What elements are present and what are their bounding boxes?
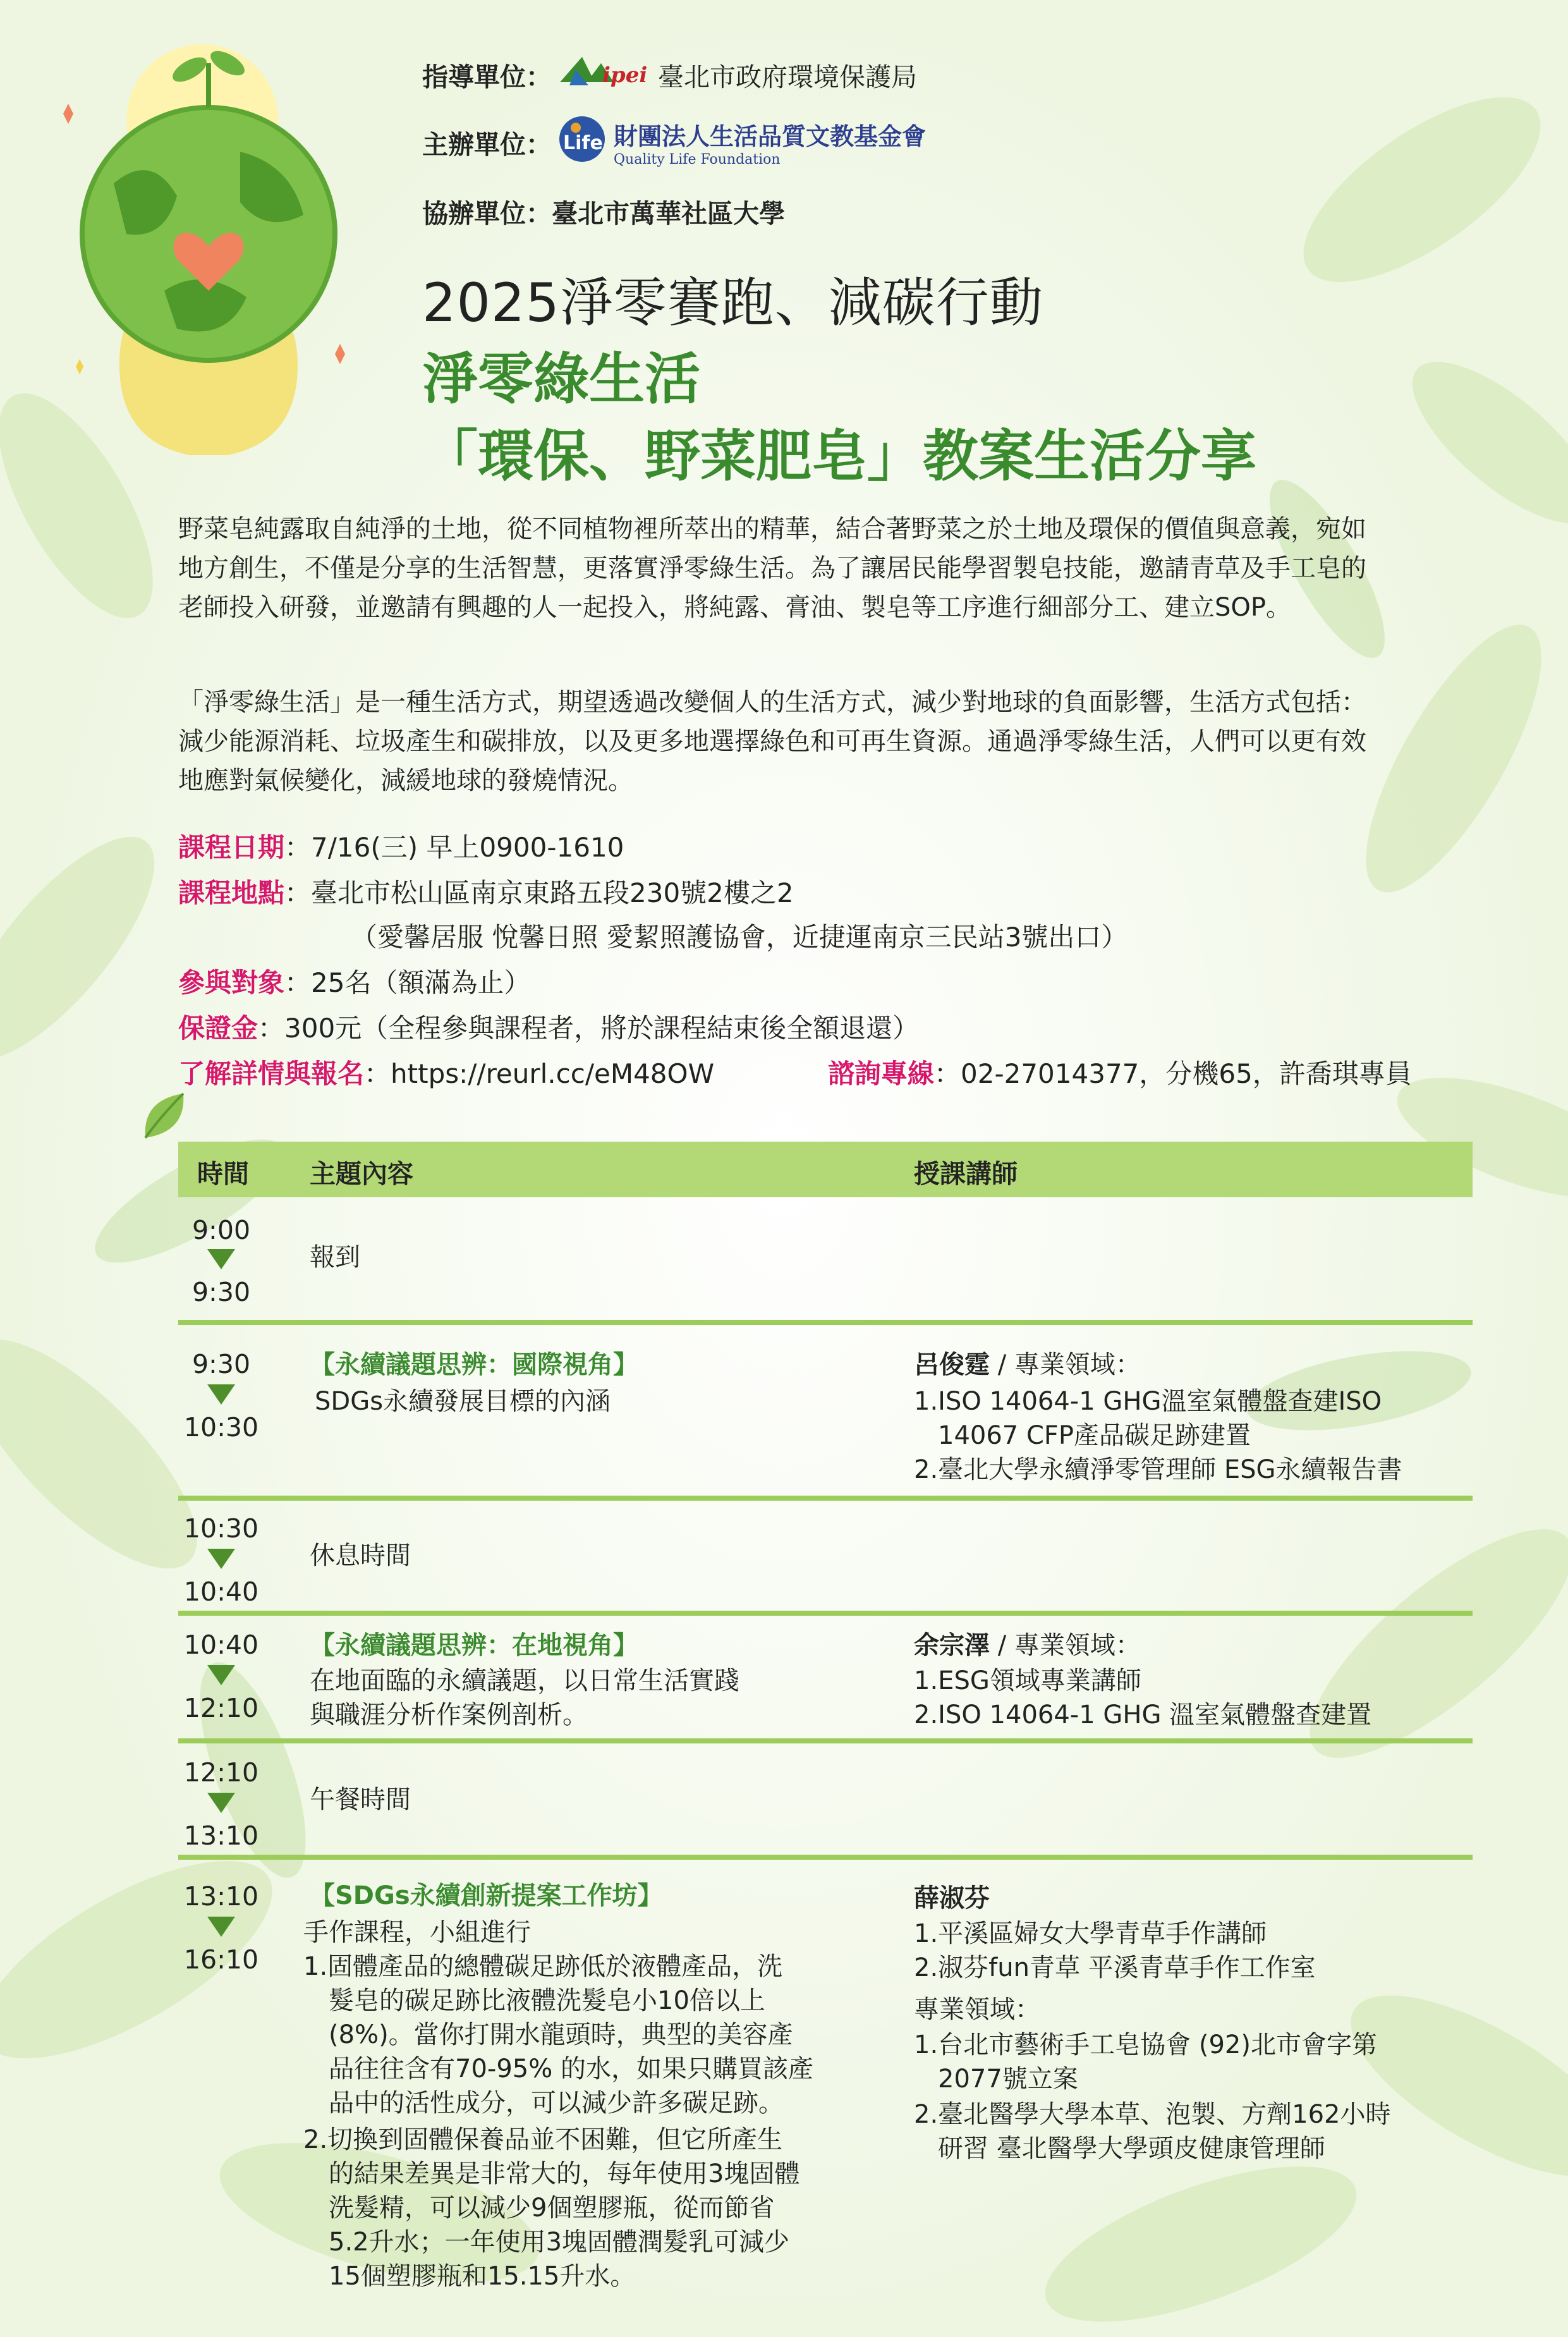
arrow-down-icon: [207, 1793, 235, 1813]
lecturer-item: 2.ISO 14064-1 GHG 溫室氣體盤查建置: [914, 1700, 1372, 1730]
info-registration-label: 了解詳情與報名: [178, 1058, 365, 1089]
info-place-note: （愛馨居服 悅馨日照 愛絜照護協會，近捷運南京三民站3號出口）: [351, 922, 1128, 953]
sponsor-guide-name: 臺北市政府環境保護局: [658, 61, 917, 92]
arrow-down-icon: [207, 1665, 235, 1685]
info-target-label: 參與對象: [178, 967, 285, 998]
info-deposit: [178, 1008, 919, 1046]
sponsor-guide-label: 指導單位：: [422, 61, 552, 92]
lecturer-suffix: / 專業領域：: [990, 1631, 1141, 1660]
row-divider: [178, 1611, 1473, 1616]
row-topic: 報到: [310, 1243, 360, 1272]
row-start: 9:30: [191, 1349, 251, 1379]
row-topic-line: 在地面臨的永續議題，以日常生活實踐: [310, 1666, 739, 1695]
sponsor-host-label: 主辦單位：: [422, 129, 552, 160]
info-place: [178, 872, 794, 910]
lecturer: [914, 1348, 1141, 1382]
point-line: 2.切換到固體保養品並不困難，但它所產生: [303, 2125, 783, 2154]
info-date-value: ：7/16(三) 早上0900-1610: [284, 832, 624, 863]
schedule-header: [178, 1142, 1473, 1197]
row-end: 16:10: [183, 1944, 259, 1975]
life-logo-icon: [557, 114, 607, 171]
point-line: 1.固體產品的總體碳足跡低於液體產品，洗: [303, 1952, 783, 1981]
earth-heart-icon: [38, 25, 367, 468]
sponsor-guide: [422, 51, 917, 99]
row-end: 12:10: [183, 1693, 259, 1723]
point-line: 品往往含有70-95% 的水，如果只購買該產: [329, 2054, 813, 2084]
row-topic-line: 與職涯分析作案例剖析。: [310, 1700, 588, 1730]
row-start: 13:10: [183, 1881, 259, 1912]
sponsor-host: [422, 114, 926, 171]
header-time: 時間: [197, 1159, 249, 1189]
point-line: 洗髮精，可以減少9個塑膠瓶，從而節省: [329, 2194, 775, 2223]
info-phone-value: ：02-27014377，分機65，許喬琪專員: [934, 1058, 1412, 1089]
row-divider: [178, 1496, 1473, 1501]
info-phone-label: 諮詢專線: [828, 1058, 935, 1089]
row-topic: SDGs永續發展目標的內涵: [315, 1387, 611, 1416]
svg-text:ipei: ipei: [602, 63, 648, 88]
lecturer: [914, 1628, 1141, 1663]
lecturer-item: 14067 CFP產品碳足跡建置: [938, 1421, 1251, 1450]
info-target-value: ：25名（額滿為止）: [284, 967, 531, 998]
row-end: 13:10: [183, 1821, 259, 1851]
field-label: 專業領域：: [914, 1995, 1040, 2024]
info-phone: [828, 1053, 1412, 1091]
info-deposit-value: ：300元（全程參與課程者，將於課程結束後全額退還）: [258, 1013, 920, 1044]
lecturer-name: 薛淑芬: [914, 1884, 990, 1913]
row-end: 10:30: [183, 1412, 259, 1443]
field-item: 2077號立案: [938, 2065, 1078, 2094]
intro-paragraph-1: 野菜皂純露取自純淨的土地，從不同植物裡所萃出的精華，結合著野菜之於土地及環保的價值與意義，宛如地方創生，不僅是分享的生活智慧，更落實淨零綠生活。為了讓居民能學習製皂技能，邀請青草及手工皂的老師投入研發，並邀請有興趣的人一起投入，將純露、膏油、製皂等工序進行細部分工、建立SOP。: [178, 515, 1366, 622]
taipei-logo-icon: [557, 51, 652, 99]
info-place-label: 課程地點: [178, 877, 285, 908]
header-topic: 主題內容: [310, 1159, 413, 1189]
row-end: 10:40: [183, 1577, 259, 1607]
point-line: 髮皂的碳足跡比液體洗髮皂小10倍以上: [329, 1986, 765, 2015]
arrow-down-icon: [207, 1249, 235, 1269]
lecturer-suffix: / 專業領域：: [990, 1350, 1141, 1379]
sponsor-host-name-en: Quality Life Foundation: [614, 152, 781, 168]
title-line1: 2025淨零賽跑、減碳行動: [422, 272, 1043, 334]
row-start: 12:10: [183, 1757, 259, 1788]
row-topic-title: 【永續議題思辨：國際視角】: [310, 1350, 638, 1379]
field-item: 2.臺北醫學大學本草、泡製、方劑162小時: [914, 2100, 1391, 2129]
field-item: 研習 臺北醫學大學頭皮健康管理師: [938, 2134, 1325, 2163]
point-line: (8%)。當你打開水龍頭時，典型的美容產: [329, 2020, 793, 2049]
header-lecturer: 授課講師: [914, 1159, 1018, 1189]
lecturer-item: 2.臺北大學永續淨零管理師 ESG永續報告書: [914, 1455, 1402, 1484]
row-divider: [178, 1738, 1473, 1743]
arrow-down-icon: [207, 1384, 235, 1405]
row-start: 10:40: [183, 1630, 259, 1660]
info-registration: [178, 1053, 714, 1091]
field-item: 1.台北市藝術手工皂協會 (92)北市會字第: [914, 2030, 1377, 2059]
row-topic-title: 【SDGs永續創新提案工作坊】: [310, 1881, 663, 1910]
title-line3: 「環保、野菜肥皂」教案生活分享: [422, 424, 1257, 489]
sponsor-co-label: 協辦單位：: [422, 198, 552, 229]
sponsor-co-name: 臺北市萬華社區大學: [552, 198, 785, 229]
registration-link[interactable]: ：https://reurl.cc/eM48OW: [364, 1058, 715, 1089]
row-start: 9:00: [191, 1215, 251, 1245]
row-topic: 午餐時間: [310, 1785, 411, 1814]
row-topic-title: 【永續議題思辨：在地視角】: [310, 1631, 638, 1660]
point-line: 的結果差異是非常大的，每年使用3塊固體: [329, 2159, 800, 2188]
intro-paragraph-2: 「淨零綠生活」是一種生活方式，期望透過改變個人的生活方式，減少對地球的負面影響，生活方式包括：減少能源消耗、垃圾產生和碳排放，以及更多地選擇綠色和可再生資源。通過淨零綠生活，人們可以更有效地應對氣候變化，減緩地球的發燒情況。: [178, 688, 1366, 795]
row-end: 9:30: [191, 1277, 251, 1307]
lecturer-name: 余宗澤: [914, 1631, 990, 1660]
info-place-value: ：臺北市松山區南京東路五段230號2樓之2: [284, 877, 794, 908]
row-topic: 休息時間: [310, 1541, 411, 1570]
info-deposit-label: 保證金: [178, 1013, 258, 1044]
info-date: [178, 827, 624, 865]
row-divider: [178, 1320, 1473, 1325]
point-line: 5.2升水；一年使用3塊固體潤髮乳可減少: [329, 2228, 790, 2257]
lecturer-item: 1.ESG領域專業講師: [914, 1666, 1141, 1695]
info-target: [178, 962, 530, 1000]
lecturer-item: 1.平溪區婦女大學青草手作講師: [914, 1919, 1267, 1948]
title-line2: 淨零綠生活: [422, 346, 701, 412]
svg-text:Life: Life: [563, 132, 603, 154]
row-divider: [178, 1855, 1473, 1860]
arrow-down-icon: [207, 1549, 235, 1569]
sponsor-co: [422, 193, 785, 230]
info-date-label: 課程日期: [178, 832, 285, 863]
lecturer-item: 2.淑芬fun青草 平溪青草手作工作室: [914, 1953, 1316, 1982]
lecturer-name: 呂俊霆: [914, 1350, 990, 1379]
point-line: 15個塑膠瓶和15.15升水。: [329, 2262, 636, 2291]
lecturer-item: 1.ISO 14064-1 GHG溫室氣體盤查建ISO: [914, 1387, 1382, 1416]
row-start: 10:30: [183, 1513, 259, 1544]
arrow-down-icon: [207, 1917, 235, 1937]
point-line: 品中的活性成分，可以減少許多碳足跡。: [329, 2089, 784, 2118]
row-topic-line: 手作課程，小組進行: [303, 1918, 531, 1947]
leaf-icon: [139, 1087, 190, 1144]
sponsor-host-name: 財團法人生活品質文教基金會: [614, 123, 927, 150]
